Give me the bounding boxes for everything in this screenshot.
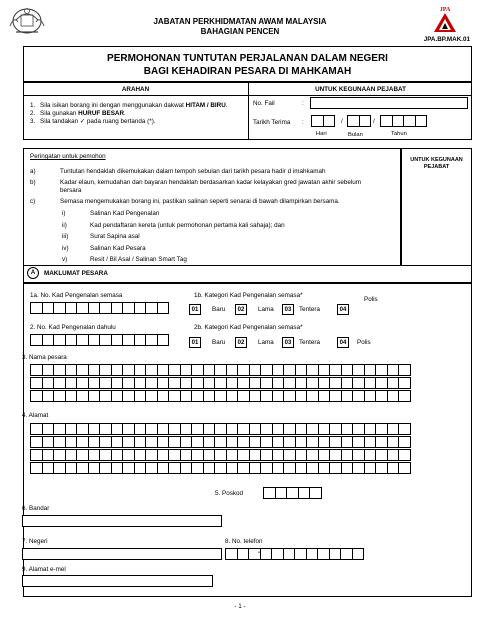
section-a-badge: A — [27, 267, 39, 279]
agency-name: JABATAN PERKHIDMATAN AWAM MALAYSIA — [153, 17, 327, 26]
tarikh-tahun-field[interactable] — [380, 115, 426, 127]
char-box[interactable] — [398, 364, 411, 376]
peringatan-item-a: a) Tuntutan hendaklah dikemukakan dalam tempoh sebulan dari tarikh pesara hadir d imahkamah — [30, 168, 326, 175]
peringatan-item-b: b) Kadar elaun, kemudahan dan bayaran hendaklah berdasarkan kadar kelayakan gred jawatan akhir sebelum bersara — [30, 179, 362, 194]
division-name: BAHAGIAN PENCEN — [200, 27, 280, 36]
peringatan-item-c: c) Semasa mengemukakan borang ini, pastikan salinan seperti senarai di bawah dilampirkan bersama. — [30, 198, 340, 205]
label-1b: 1b. Kategori Kad Pengenalan semasa* — [194, 292, 303, 299]
attachment-item: iv) Salinan Kad Pesara — [62, 244, 146, 252]
kategori-02-checkbox[interactable]: 02 — [235, 337, 247, 348]
attachment-list — [62, 208, 390, 266]
kategori-02-checkbox[interactable]: 02 — [235, 304, 247, 315]
telefon-field[interactable] — [225, 548, 363, 560]
label-7: 7. Negeri — [22, 538, 48, 545]
no-fail-field[interactable] — [310, 97, 468, 109]
poskod-field[interactable] — [263, 487, 321, 499]
pejabat-side-heading: UNTUK KEGUNAAN PEJABAT — [410, 157, 463, 170]
char-box[interactable] — [398, 436, 411, 448]
arahan-list — [30, 102, 245, 126]
label-2: 2. No. Kad Pengenalan dahulu — [30, 324, 116, 331]
label-4: 4. Alamat — [22, 412, 49, 419]
char-box-row[interactable] — [30, 423, 410, 435]
attachment-item: i) Salinan Kad Pengenalan — [62, 210, 160, 217]
label-9: 9. Alamat e-mel — [22, 566, 66, 573]
peringatan-list — [30, 168, 390, 266]
char-box[interactable] — [398, 377, 411, 389]
char-box-row[interactable] — [30, 449, 410, 461]
kategori-01-checkbox[interactable]: 01 — [189, 304, 201, 315]
char-box-row[interactable] — [30, 390, 410, 402]
peringatan-heading: Peringatan untuk pemohon — [30, 153, 106, 160]
svg-text:JPA: JPA — [439, 7, 451, 13]
tarikh-hari-field[interactable] — [311, 115, 334, 127]
form-code: JPA.BP.MAK.01 — [423, 36, 470, 43]
arahan-heading: ARAHAN — [121, 86, 150, 93]
label-3: 3. Nama pesara — [22, 354, 67, 361]
label-5: 5. Poskod — [215, 490, 244, 497]
char-box-row[interactable] — [30, 377, 410, 389]
kategori-row-2: 01 Baru 02 Lama 03 Tentera 04 Polis — [189, 337, 379, 349]
label-1a: 1a. No. Kad Pengenalan semasa — [30, 292, 123, 299]
kategori-04-checkbox[interactable]: 04 — [337, 337, 349, 348]
attachment-item: v) Resit / Bil Asal / Salinan Smart Tag — [62, 256, 187, 263]
ic-baru-field[interactable] — [30, 302, 168, 314]
no-fail-label: No. Fail — [253, 100, 275, 107]
char-box-row[interactable] — [30, 436, 410, 448]
pejabat-heading: UNTUK KEGUNAAN PEJABAT — [315, 86, 406, 93]
char-box[interactable] — [398, 423, 411, 435]
char-box[interactable] — [398, 462, 411, 474]
arahan-item-2: 2. Sila gunakan HURUF BESAR. — [30, 110, 126, 117]
bandar-field[interactable] — [22, 515, 222, 527]
tarikh-bulan-field[interactable] — [347, 115, 370, 127]
kategori-row-1: 01 Baru 02 Lama 03 Tentera 04 — [189, 304, 351, 316]
label-2b: 2b. Kategori Kad Pengenalan semasa* — [194, 324, 303, 331]
negeri-field[interactable] — [22, 548, 222, 560]
tarikh-terima-label: Tarikh Terima — [253, 119, 291, 126]
char-box[interactable] — [398, 449, 411, 461]
arahan-item-3: 3. Sila tandakan ✓ pada ruang bertanda (*). — [30, 118, 156, 125]
form-title-line2: BAGI KEHADIRAN PESARA DI MAHKAMAH — [143, 66, 352, 77]
form-title-line1: PERMOHONAN TUNTUTAN PERJALANAN DALAM NEGERI — [107, 53, 388, 64]
attachment-item: iii) Surat Sapina asal — [62, 233, 140, 240]
kategori-03-checkbox[interactable]: 03 — [282, 304, 294, 315]
kategori-03-checkbox[interactable]: 03 — [282, 337, 294, 348]
char-box-row[interactable] — [30, 364, 410, 376]
attachment-item: ii) Kad pendaftaran kereta (untuk permohonan pertama kali sahaja); dan — [62, 221, 285, 229]
label-8: 8. No. telefon — [225, 538, 263, 545]
char-box-row[interactable] — [30, 462, 410, 474]
label-6: 6. Bandar — [22, 505, 50, 512]
kategori-04-checkbox[interactable]: 04 — [337, 304, 349, 315]
email-field[interactable] — [22, 575, 213, 587]
kategori-01-checkbox[interactable]: 01 — [189, 337, 201, 348]
arahan-item-1: 1. Sila isikan borang ini dengan menggunakan dakwat HITAM / BIRU. — [30, 102, 228, 109]
page-number: - 1 - — [234, 603, 246, 610]
ic-lama-field[interactable] — [30, 334, 168, 346]
section-a-title: MAKLUMAT PESARA — [44, 270, 108, 277]
char-box[interactable] — [398, 390, 411, 402]
jpa-logo — [432, 4, 458, 34]
title-box — [23, 46, 472, 82]
